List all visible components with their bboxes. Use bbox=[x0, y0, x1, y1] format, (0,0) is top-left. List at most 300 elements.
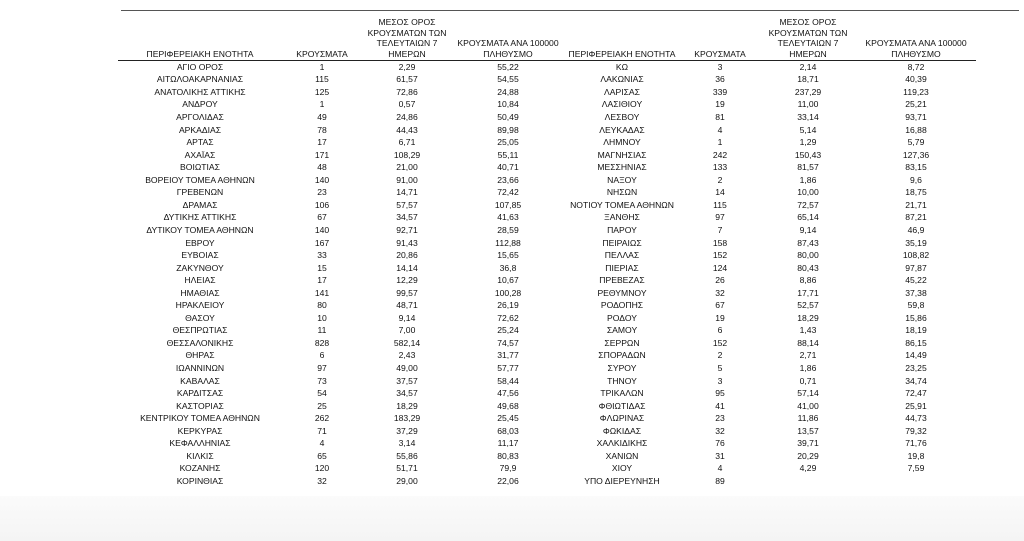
table-row bbox=[118, 149, 976, 162]
avg7-cell: 582,14 bbox=[393, 337, 421, 348]
region-cell: ΗΡΑΚΛΕΙΟΥ bbox=[175, 300, 225, 311]
region-cell: ΕΥΒΟΙΑΣ bbox=[181, 250, 219, 261]
avg7-cell: 0,57 bbox=[398, 99, 416, 110]
region-cell: ΑΙΤΩΛΟΑΚΑΡΝΑΝΙΑΣ bbox=[156, 74, 244, 85]
header-avg7: ΜΕΣΟΣ ΟΡΟΣ ΚΡΟΥΣΜΑΤΩΝ ΤΩΝ ΤΕΛΕΥΤΑΙΩΝ 7 ΗΜΕΡΩΝ bbox=[362, 17, 452, 61]
per100k-cell: 8,72 bbox=[907, 61, 925, 72]
cases-cell: 32 bbox=[317, 475, 327, 486]
region-cell: ΧΑΛΚΙΔΙΚΗΣ bbox=[596, 438, 648, 449]
cases-cell: 17 bbox=[317, 137, 327, 148]
per100k-cell: 16,88 bbox=[905, 124, 927, 135]
avg7-cell: 41,00 bbox=[797, 400, 819, 411]
cases-cell: 67 bbox=[715, 300, 725, 311]
cases-cell: 171 bbox=[314, 149, 330, 160]
table-row bbox=[118, 413, 976, 426]
per100k-cell: 55,22 bbox=[497, 61, 519, 72]
per100k-cell: 10,67 bbox=[497, 275, 519, 286]
cases-cell: 124 bbox=[712, 262, 728, 273]
table-row bbox=[118, 375, 976, 388]
cases-cell: 1 bbox=[717, 137, 723, 148]
table-row bbox=[118, 300, 976, 313]
table-row bbox=[118, 187, 976, 200]
per100k-cell: 25,21 bbox=[905, 99, 927, 110]
cases-cell: 2 bbox=[717, 174, 723, 185]
cases-cell: 4 bbox=[717, 124, 723, 135]
region-cell: ΠΡΕΒΕΖΑΣ bbox=[599, 275, 645, 286]
cases-cell: 49 bbox=[317, 112, 327, 123]
avg7-cell: 34,57 bbox=[396, 212, 418, 223]
per100k-cell: 108,82 bbox=[902, 250, 930, 261]
avg7-cell: 39,71 bbox=[797, 438, 819, 449]
region-cell: ΠΑΡΟΥ bbox=[607, 224, 637, 235]
avg7-cell: 9,14 bbox=[398, 312, 416, 323]
region-cell: ΑΡΚΑΔΙΑΣ bbox=[178, 124, 222, 135]
region-cell: ΦΛΩΡΙΝΑΣ bbox=[599, 413, 645, 424]
region-cell: ΧΙΟΥ bbox=[611, 463, 633, 474]
per100k-cell: 83,15 bbox=[905, 162, 927, 173]
table-row bbox=[118, 475, 976, 488]
cases-cell: 71 bbox=[317, 425, 327, 436]
cases-cell: 54 bbox=[317, 388, 327, 399]
avg7-cell: 4,29 bbox=[799, 463, 817, 474]
region-cell: ΕΒΡΟΥ bbox=[185, 237, 215, 248]
region-cell: ΑΝΔΡΟΥ bbox=[182, 99, 218, 110]
avg7-cell: 14,71 bbox=[396, 187, 418, 198]
avg7-cell: 91,00 bbox=[396, 174, 418, 185]
per100k-cell: 35,19 bbox=[905, 237, 927, 248]
cases-cell: 120 bbox=[314, 463, 330, 474]
avg7-cell: 2,29 bbox=[398, 61, 416, 72]
per100k-cell: 87,21 bbox=[905, 212, 927, 223]
cases-cell: 5 bbox=[717, 362, 723, 373]
avg7-cell: 11,00 bbox=[797, 99, 819, 110]
avg7-cell: 49,00 bbox=[396, 362, 418, 373]
cases-cell: 167 bbox=[314, 237, 330, 248]
avg7-cell: 18,29 bbox=[797, 312, 819, 323]
region-cell: ΑΝΑΤΟΛΙΚΗΣ ΑΤΤΙΚΗΣ bbox=[154, 86, 246, 97]
per100k-cell: 34,74 bbox=[905, 375, 927, 386]
region-cell: ΘΕΣΣΑΛΟΝΙΚΗΣ bbox=[166, 337, 234, 348]
region-cell: ΤΗΝΟΥ bbox=[607, 375, 637, 386]
per100k-cell: 15,65 bbox=[497, 250, 519, 261]
avg7-cell: 34,57 bbox=[396, 388, 418, 399]
per100k-cell: 112,88 bbox=[495, 237, 521, 248]
avg7-cell bbox=[760, 475, 856, 488]
table-row bbox=[118, 199, 976, 212]
region-cell: ΚΕΡΚΥΡΑΣ bbox=[177, 425, 223, 436]
avg7-cell: 72,57 bbox=[797, 199, 819, 210]
cases-cell: 14 bbox=[715, 187, 725, 198]
table-row bbox=[118, 74, 976, 87]
avg7-cell: 33,14 bbox=[797, 112, 819, 123]
region-cell: ΗΛΕΙΑΣ bbox=[184, 275, 216, 286]
avg7-cell: 18,71 bbox=[797, 74, 819, 85]
per100k-cell: 40,71 bbox=[497, 162, 519, 173]
avg7-cell: 2,14 bbox=[799, 61, 817, 72]
cases-cell: 339 bbox=[712, 86, 728, 97]
header-avg7: ΜΕΣΟΣ ΟΡΟΣ ΚΡΟΥΣΜΑΤΩΝ ΤΩΝ ΤΕΛΕΥΤΑΙΩΝ 7 ΗΜΕΡΩΝ bbox=[760, 17, 856, 61]
per100k-cell: 23,25 bbox=[905, 362, 927, 373]
avg7-cell: 1,86 bbox=[799, 362, 817, 373]
region-cell: ΣΠΟΡΑΔΩΝ bbox=[598, 350, 646, 361]
per100k-cell: 59,8 bbox=[907, 300, 925, 311]
cases-cell: 65 bbox=[317, 450, 327, 461]
avg7-cell: 14,14 bbox=[396, 262, 418, 273]
region-cell: ΑΡΤΑΣ bbox=[186, 137, 214, 148]
avg7-cell: 61,57 bbox=[396, 74, 418, 85]
avg7-cell: 48,71 bbox=[396, 300, 418, 311]
avg7-cell: 11,86 bbox=[797, 413, 819, 424]
per100k-cell: 5,79 bbox=[907, 137, 925, 148]
table-row bbox=[118, 438, 976, 451]
cases-cell: 33 bbox=[317, 250, 327, 261]
region-cell: ΣΥΡΟΥ bbox=[607, 362, 637, 373]
region-cell: ΔΡΑΜΑΣ bbox=[182, 199, 218, 210]
per100k-cell: 41,63 bbox=[497, 212, 519, 223]
per100k-cell: 45,22 bbox=[905, 275, 927, 286]
cases-cell: 17 bbox=[317, 275, 327, 286]
region-cell: ΥΠΟ ΔΙΕΡΕΥΝΗΣΗ bbox=[584, 475, 660, 486]
table-row bbox=[118, 237, 976, 250]
cases-cell: 23 bbox=[317, 187, 327, 198]
region-cell: ΗΜΑΘΙΑΣ bbox=[180, 287, 220, 298]
cases-cell: 158 bbox=[712, 237, 728, 248]
region-cell: ΔΥΤΙΚΗΣ ΑΤΤΙΚΗΣ bbox=[163, 212, 237, 223]
table-row bbox=[118, 363, 976, 376]
per100k-cell: 21,71 bbox=[905, 199, 927, 210]
per100k-cell: 23,66 bbox=[497, 174, 519, 185]
region-cell: ΓΡΕΒΕΝΩΝ bbox=[176, 187, 224, 198]
cases-cell: 6 bbox=[717, 325, 723, 336]
cases-cell: 15 bbox=[317, 262, 327, 273]
avg7-cell: 80,43 bbox=[797, 262, 819, 273]
avg7-cell: 1,29 bbox=[799, 137, 817, 148]
region-cell: ΘΕΣΠΡΩΤΙΑΣ bbox=[172, 325, 228, 336]
cases-cell: 141 bbox=[314, 287, 330, 298]
cases-cell: 36 bbox=[715, 74, 725, 85]
table-row bbox=[118, 137, 976, 150]
table-row bbox=[118, 287, 976, 300]
cases-table bbox=[118, 17, 976, 488]
per100k-cell: 10,84 bbox=[497, 99, 519, 110]
per100k-cell: 93,71 bbox=[905, 112, 927, 123]
table-row bbox=[118, 61, 976, 74]
table-header-row bbox=[118, 17, 976, 61]
per100k-cell: 79,32 bbox=[905, 425, 927, 436]
cases-cell: 152 bbox=[712, 250, 728, 261]
per100k-cell: 25,91 bbox=[905, 400, 927, 411]
per100k-cell: 71,76 bbox=[905, 438, 927, 449]
avg7-cell: 65,14 bbox=[797, 212, 819, 223]
cases-cell: 140 bbox=[314, 224, 330, 235]
per100k-cell: 86,15 bbox=[905, 337, 927, 348]
cases-cell: 2 bbox=[717, 350, 723, 361]
avg7-cell: 21,00 bbox=[396, 162, 418, 173]
region-cell: ΘΗΡΑΣ bbox=[185, 350, 215, 361]
header-region: ΠΕΡΙΦΕΡΕΙΑΚΗ ΕΝΟΤΗΤΑ bbox=[118, 17, 282, 61]
per100k-cell: 9,6 bbox=[910, 174, 922, 185]
per100k-cell: 72,42 bbox=[497, 187, 519, 198]
table-row bbox=[118, 224, 976, 237]
cases-cell: 32 bbox=[715, 287, 725, 298]
avg7-cell: 99,57 bbox=[396, 287, 418, 298]
avg7-cell: 8,86 bbox=[799, 275, 817, 286]
cases-cell: 106 bbox=[314, 199, 330, 210]
region-cell: ΚΕΝΤΡΙΚΟΥ ΤΟΜΕΑ ΑΘΗΝΩΝ bbox=[140, 413, 260, 424]
per100k-cell: 107,85 bbox=[494, 199, 522, 210]
region-cell: ΚΙΛΚΙΣ bbox=[186, 450, 214, 461]
table-row bbox=[118, 463, 976, 476]
per100k-cell: 57,77 bbox=[497, 362, 519, 373]
cases-cell: 7 bbox=[717, 224, 723, 235]
cases-cell: 828 bbox=[314, 337, 330, 348]
region-cell: ΝΟΤΙΟΥ ΤΟΜΕΑ ΑΘΗΝΩΝ bbox=[570, 199, 674, 210]
per100k-cell: 72,62 bbox=[497, 312, 519, 323]
region-cell: ΚΑΣΤΟΡΙΑΣ bbox=[176, 400, 224, 411]
table-row bbox=[118, 350, 976, 363]
avg7-cell: 6,71 bbox=[398, 137, 416, 148]
table-row bbox=[118, 312, 976, 325]
region-cell: ΣΑΜΟΥ bbox=[606, 325, 638, 336]
table-row bbox=[118, 388, 976, 401]
region-cell: ΡΟΔΟΥ bbox=[607, 312, 637, 323]
cases-cell: 73 bbox=[317, 375, 327, 386]
avg7-cell: 87,43 bbox=[797, 237, 819, 248]
avg7-cell: 37,57 bbox=[396, 375, 418, 386]
table-body bbox=[118, 61, 976, 488]
per100k-cell: 24,88 bbox=[497, 86, 519, 97]
region-cell: ΖΑΚΥΝΘΟΥ bbox=[176, 262, 224, 273]
cases-cell: 19 bbox=[715, 99, 725, 110]
cases-cell: 4 bbox=[319, 438, 325, 449]
region-cell: ΞΑΝΘΗΣ bbox=[604, 212, 640, 223]
per100k-cell: 54,55 bbox=[497, 74, 519, 85]
avg7-cell: 20,29 bbox=[797, 450, 819, 461]
cases-cell: 133 bbox=[712, 162, 728, 173]
per100k-cell: 36,8 bbox=[499, 262, 517, 273]
avg7-cell: 7,00 bbox=[398, 325, 416, 336]
cases-cell: 1 bbox=[319, 61, 325, 72]
region-cell: ΡΕΘΥΜΝΟΥ bbox=[597, 287, 647, 298]
header-cases: ΚΡΟΥΣΜΑΤΑ bbox=[282, 17, 362, 61]
region-cell: ΛΕΣΒΟΥ bbox=[604, 112, 640, 123]
region-cell: ΑΓΙΟ ΟΡΟΣ bbox=[176, 61, 224, 72]
avg7-cell: 5,14 bbox=[799, 124, 817, 135]
cases-cell: 11 bbox=[317, 325, 327, 336]
per100k-cell: 7,59 bbox=[907, 463, 925, 474]
region-cell: ΛΗΜΝΟΥ bbox=[603, 137, 641, 148]
avg7-cell: 29,00 bbox=[396, 475, 418, 486]
cases-cell: 78 bbox=[317, 124, 327, 135]
region-cell: ΒΟΙΩΤΙΑΣ bbox=[180, 162, 220, 173]
cases-cell: 31 bbox=[715, 450, 725, 461]
region-cell: ΠΕΛΛΑΣ bbox=[604, 250, 640, 261]
avg7-cell: 55,86 bbox=[396, 450, 418, 461]
per100k-cell: 18,75 bbox=[905, 187, 927, 198]
cases-cell: 19 bbox=[715, 312, 725, 323]
table-row bbox=[118, 99, 976, 112]
region-cell: ΦΘΙΩΤΙΔΑΣ bbox=[598, 400, 646, 411]
table-row bbox=[118, 250, 976, 263]
cases-cell: 26 bbox=[715, 275, 725, 286]
region-cell: ΚΑΒΑΛΑΣ bbox=[180, 375, 220, 386]
avg7-cell: 57,57 bbox=[396, 199, 418, 210]
cases-cell: 3 bbox=[717, 375, 723, 386]
per100k-cell: 44,73 bbox=[905, 413, 927, 424]
cases-cell: 81 bbox=[715, 112, 725, 123]
cases-cell: 1 bbox=[319, 99, 325, 110]
per100k-cell: 19,8 bbox=[907, 450, 925, 461]
cases-cell: 32 bbox=[715, 425, 725, 436]
page-bottom-band bbox=[0, 496, 1024, 541]
cases-cell: 3 bbox=[717, 61, 723, 72]
region-cell: ΘΑΣΟΥ bbox=[185, 312, 215, 323]
cases-cell: 41 bbox=[715, 400, 725, 411]
region-cell: ΜΕΣΣΗΝΙΑΣ bbox=[597, 162, 647, 173]
region-cell: ΡΟΔΟΠΗΣ bbox=[600, 300, 644, 311]
per100k-cell: 119,23 bbox=[903, 86, 929, 97]
avg7-cell: 51,71 bbox=[396, 463, 418, 474]
per100k-cell: 25,45 bbox=[497, 413, 519, 424]
avg7-cell: 13,57 bbox=[797, 425, 819, 436]
cases-cell: 140 bbox=[314, 174, 330, 185]
avg7-cell: 91,43 bbox=[396, 237, 418, 248]
region-cell: ΛΑΡΙΣΑΣ bbox=[604, 86, 640, 97]
per100k-cell: 89,98 bbox=[497, 124, 519, 135]
avg7-cell: 108,29 bbox=[393, 149, 421, 160]
per100k-cell: 97,87 bbox=[905, 262, 927, 273]
region-cell: ΠΕΙΡΑΙΩΣ bbox=[602, 237, 642, 248]
avg7-cell: 2,43 bbox=[398, 350, 416, 361]
header-per100k: ΚΡΟΥΣΜΑΤΑ ΑΝΑ 100000 ΠΛΗΘΥΣΜΟ bbox=[452, 17, 564, 61]
per100k-cell: 72,47 bbox=[905, 388, 927, 399]
per100k-cell: 31,77 bbox=[497, 350, 519, 361]
cases-cell: 10 bbox=[317, 312, 327, 323]
per100k-cell: 100,28 bbox=[494, 287, 522, 298]
avg7-cell: 81,57 bbox=[797, 162, 819, 173]
table-row bbox=[118, 162, 976, 175]
region-cell: ΛΕΥΚΑΔΑΣ bbox=[599, 124, 645, 135]
header-cases: ΚΡΟΥΣΜΑΤΑ bbox=[680, 17, 760, 61]
table-row bbox=[118, 400, 976, 413]
per100k-cell: 18,19 bbox=[905, 325, 927, 336]
per100k-cell: 55,11 bbox=[497, 149, 519, 160]
region-cell: ΚΩ bbox=[615, 61, 629, 72]
table-row bbox=[118, 275, 976, 288]
region-cell: ΚΕΦΑΛΛΗΝΙΑΣ bbox=[169, 438, 231, 449]
per100k-cell: 127,36 bbox=[902, 149, 930, 160]
cases-cell: 125 bbox=[314, 86, 330, 97]
cases-cell: 67 bbox=[317, 212, 327, 223]
avg7-cell: 57,14 bbox=[797, 388, 819, 399]
avg7-cell: 237,29 bbox=[794, 86, 822, 97]
per100k-cell: 28,59 bbox=[497, 224, 519, 235]
header-region: ΠΕΡΙΦΕΡΕΙΑΚΗ ΕΝΟΤΗΤΑ bbox=[564, 17, 680, 61]
avg7-cell: 150,43 bbox=[794, 149, 822, 160]
region-cell: ΑΧΑΪΑΣ bbox=[184, 149, 216, 160]
per100k-cell: 50,49 bbox=[497, 112, 519, 123]
region-cell: ΝΗΣΩΝ bbox=[606, 187, 638, 198]
cases-cell: 152 bbox=[712, 337, 728, 348]
region-cell: ΛΑΚΩΝΙΑΣ bbox=[600, 74, 644, 85]
per100k-cell: 58,44 bbox=[497, 375, 519, 386]
avg7-cell: 24,86 bbox=[396, 112, 418, 123]
table-row bbox=[118, 212, 976, 225]
per100k-cell bbox=[856, 475, 976, 488]
cases-cell: 4 bbox=[717, 463, 723, 474]
region-cell: ΤΡΙΚΑΛΩΝ bbox=[600, 388, 644, 399]
avg7-cell: 44,43 bbox=[396, 124, 418, 135]
region-cell: ΧΑΝΙΩΝ bbox=[605, 450, 639, 461]
per100k-cell: 40,39 bbox=[905, 74, 927, 85]
avg7-cell: 72,86 bbox=[396, 86, 418, 97]
table-row bbox=[118, 262, 976, 275]
avg7-cell: 0,71 bbox=[799, 375, 817, 386]
table-row bbox=[118, 174, 976, 187]
region-cell: ΠΙΕΡΙΑΣ bbox=[605, 262, 639, 273]
cases-cell: 6 bbox=[319, 350, 325, 361]
avg7-cell: 183,29 bbox=[393, 413, 421, 424]
table-row bbox=[118, 112, 976, 125]
cases-cell: 97 bbox=[317, 362, 327, 373]
avg7-cell: 9,14 bbox=[799, 224, 817, 235]
avg7-cell: 18,29 bbox=[396, 400, 418, 411]
avg7-cell: 88,14 bbox=[797, 337, 819, 348]
region-cell: ΛΑΣΙΘΙΟΥ bbox=[601, 99, 643, 110]
avg7-cell: 80,00 bbox=[797, 250, 819, 261]
header-per100k: ΚΡΟΥΣΜΑΤΑ ΑΝΑ 100000 ΠΛΗΘΥΣΜΟ bbox=[856, 17, 976, 61]
per100k-cell: 80,83 bbox=[497, 450, 519, 461]
per100k-cell: 46,9 bbox=[907, 224, 925, 235]
table-row bbox=[118, 86, 976, 99]
table-row bbox=[118, 450, 976, 463]
avg7-cell: 37,29 bbox=[396, 425, 418, 436]
table-row bbox=[118, 124, 976, 137]
per100k-cell: 68,03 bbox=[497, 425, 519, 436]
table-row bbox=[118, 337, 976, 350]
avg7-cell: 52,57 bbox=[797, 300, 819, 311]
per100k-cell: 26,19 bbox=[497, 300, 519, 311]
table-row bbox=[118, 325, 976, 338]
avg7-cell: 12,29 bbox=[396, 275, 418, 286]
per100k-cell: 14,49 bbox=[905, 350, 927, 361]
region-cell: ΑΡΓΟΛΙΔΑΣ bbox=[176, 112, 224, 123]
region-cell: ΒΟΡΕΙΟΥ ΤΟΜΕΑ ΑΘΗΝΩΝ bbox=[145, 174, 255, 185]
cases-cell: 262 bbox=[314, 413, 330, 424]
per100k-cell: 49,68 bbox=[497, 400, 519, 411]
cases-cell: 95 bbox=[715, 388, 725, 399]
per100k-cell: 11,17 bbox=[497, 438, 519, 449]
region-cell: ΚΑΡΔΙΤΣΑΣ bbox=[176, 388, 224, 399]
avg7-cell: 17,71 bbox=[797, 287, 819, 298]
region-cell: ΚΟΡΙΝΘΙΑΣ bbox=[176, 475, 224, 486]
cases-cell: 23 bbox=[715, 413, 725, 424]
cases-cell: 25 bbox=[317, 400, 327, 411]
avg7-cell: 1,43 bbox=[799, 325, 817, 336]
cases-cell: 97 bbox=[715, 212, 725, 223]
avg7-cell: 3,14 bbox=[398, 438, 416, 449]
avg7-cell: 20,86 bbox=[396, 250, 418, 261]
cases-cell: 48 bbox=[317, 162, 327, 173]
region-cell: ΝΑΞΟΥ bbox=[607, 174, 637, 185]
region-cell: ΙΩΑΝΝΙΝΩΝ bbox=[175, 362, 225, 373]
table-row bbox=[118, 425, 976, 438]
per100k-cell: 25,05 bbox=[497, 137, 519, 148]
cases-cell: 80 bbox=[317, 300, 327, 311]
per100k-cell: 74,57 bbox=[497, 337, 519, 348]
per100k-cell: 79,9 bbox=[499, 463, 517, 474]
avg7-cell: 1,86 bbox=[799, 174, 817, 185]
